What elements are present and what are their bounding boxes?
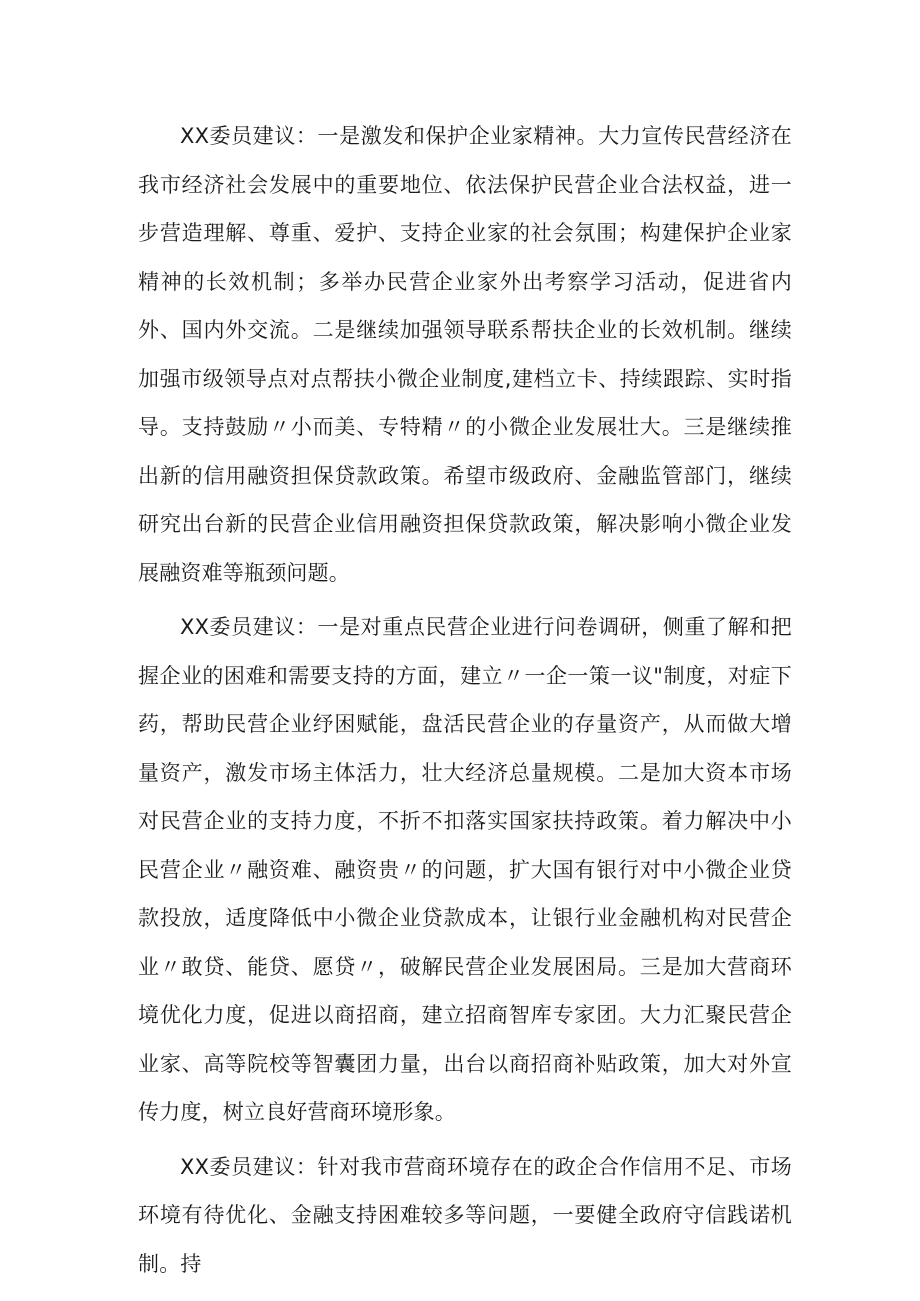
paragraph-3: XX委员建议：针对我市营商环境存在的政企合作信用不足、市场环境有待优化、金融支持困难较多等问题，一要健全政府守信践诺机制。持 <box>138 1154 792 1276</box>
paragraph-1: XX委员建议：一是激发和保护企业家精神。大力宣传民营经济在我市经济社会发展中的重要地位、依法保护民营企业合法权益，进一步营造理解、尊重、爱护、支持企业家的社会氛围；构建保护企业家精神的长效机制；多举办民营企业家外出考察学习活动，促进省内外、国内外交流。二是继续加强领导联系帮扶企业的长效机制。继续加强市级领导点对点帮扶小微企业制度,建档立卡、持续跟踪、实时指导。支持鼓励〃小而美、专特精〃的小微企业发展壮大。三是继续推出新的信用融资担保贷款政策。希望市级政府、金融监管部门，继续研究出台新的民营企业信用融资担保贷款政策，解决影响小微企业发展融资难等瓶颈问题。 <box>138 124 792 585</box>
paragraph-2: XX委员建议：一是对重点民营企业进行问卷调研，侧重了解和把握企业的困难和需要支持的方面，建立〃一企一策一议"制度，对症下药，帮助民营企业纾困赋能，盘活民营企业的存量资产，从而做大增量资产，激发市场主体活力，壮大经济总量规模。二是加大资本市场对民营企业的支持力度，不折不扣落实国家扶持政策。着力解决中小民营企业〃融资难、融资贵〃的问题，扩大国有银行对中小微企业贷款投放，适度降低中小微企业贷款成本，让银行业金融机构对民营企业〃敢贷、能贷、愿贷〃，破解民营企业发展困局。三是加大营商环境优化力度，促进以商招商，建立招商智库专家团。大力汇聚民营企业家、高等院校等智囊团力量，出台以商招商补贴政策，加大对外宣传力度，树立良好营商环境形象。 <box>138 615 792 1124</box>
document-body <box>138 112 792 1294</box>
